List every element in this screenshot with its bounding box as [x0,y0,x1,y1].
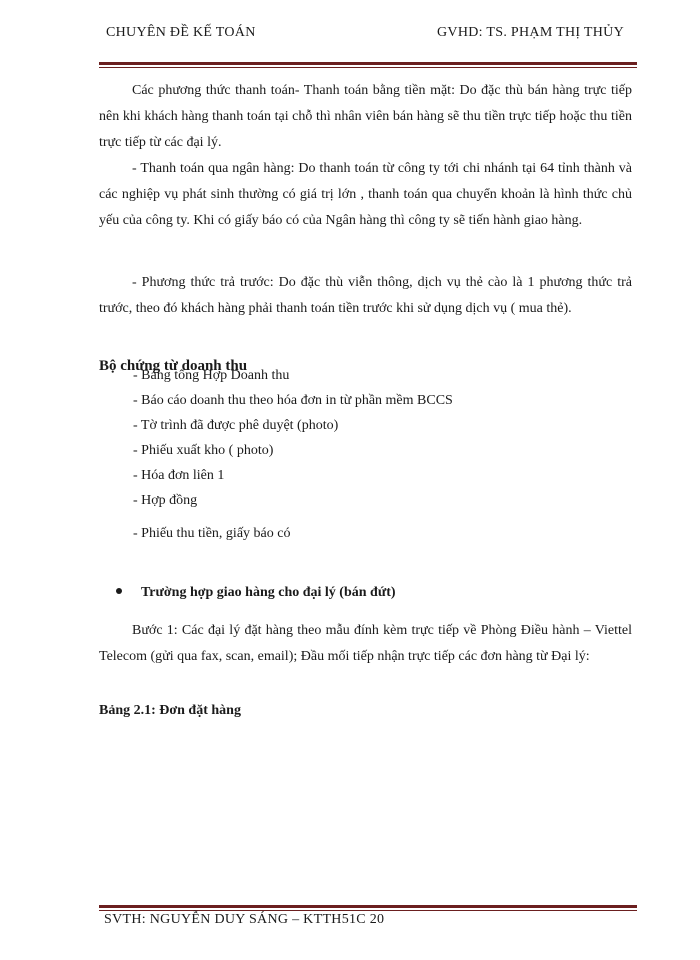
list-item: - Phiếu xuất kho ( photo) [133,443,274,458]
paragraph-step-1: Bước 1: Các đại lý đặt hàng theo mẫu đính kèm trực tiếp về Phòng Điều hành – Viettel Telecom (gửi qua fax, scan, email); Đầu mối tiếp nhận trực tiếp các đơn hàng từ Đại lý: [99,623,632,664]
list-item: - Hóa đơn liên 1 [133,468,225,483]
documents-list [133,363,453,546]
page-header [100,25,636,45]
bullet-dot-icon [116,588,122,594]
header-divider [99,62,637,68]
list-item: - Bảng tổng Hợp Doanh thu [133,368,290,383]
bullet-heading-text: Trường hợp giao hàng cho đại lý (bán đứt) [141,585,396,600]
footer-divider [99,905,637,911]
bullet-heading [116,585,396,601]
paragraph-cash-payment: Các phương thức thanh toán- Thanh toán bằng tiền mặt: Do đặc thù bán hàng trực tiếp nên khi khách hàng thanh toán tại chỗ thì nhân viên bán hàng sẽ thu tiền trực tiếp hoặc thu tiền trực tiếp từ các đại lý. [99,83,632,150]
paragraph-prepayment: - Phương thức trả trước: Do đặc thù viễn thông, dịch vụ thẻ cào là 1 phương thức trả trước, theo đó khách hàng phải thanh toán tiền trước khi sử dụng dịch vụ ( mua thẻ). [99,275,632,316]
list-item: - Phiếu thu tiền, giấy báo có [133,526,291,541]
header-supervisor: GVHD: TS. PHẠM THỊ THỦY [437,25,624,40]
list-item: - Báo cáo doanh thu theo hóa đơn in từ phần mềm BCCS [133,393,453,408]
paragraph-bank-payment: - Thanh toán qua ngân hàng: Do thanh toán từ công ty tới chi nhánh tại 64 tỉnh thành và các nghiệp vụ phát sinh thường có giá trị lớn , thanh toán qua chuyển khoản là hình thức chủ yếu của công ty. Khi có giấy báo có của Ngân hàng thì công ty sẽ tiến hành giao hàng. [99,161,632,228]
list-item: - Hợp đồng [133,493,198,508]
list-item: - Tờ trình đã được phê duyệt (photo) [133,418,339,433]
page-footer: SVTH: NGUYỄN DUY SÁNG – KTTH51C 20 [104,912,385,927]
section-heading: Bộ chứng từ doanh thu [99,358,248,374]
table-title: Bảng 2.1: Đơn đặt hàng [99,703,241,718]
header-topic: CHUYÊN ĐỀ KẾ TOÁN [106,25,256,40]
